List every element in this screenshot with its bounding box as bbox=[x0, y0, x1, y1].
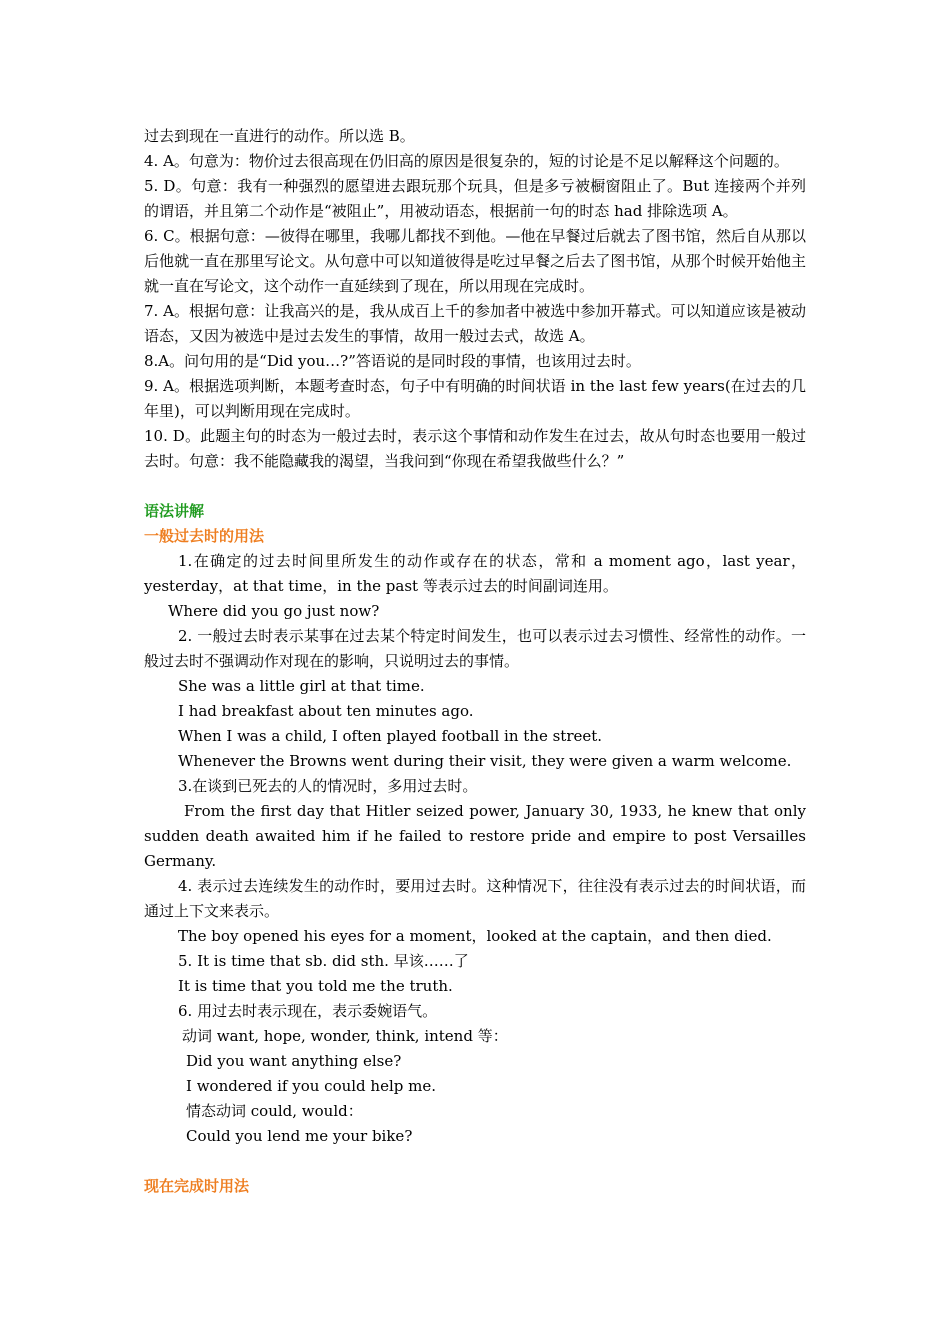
rule-4: 4. 表示过去连续发生的动作时，要用过去时。这种情况下，往往没有表示过去的时间状语，而通过上下文来表示。 bbox=[144, 877, 806, 920]
answer-4: 4. A。句意为：物价过去很高现在仍旧高的原因是很复杂的，短的讨论是不足以解释这个问题的。 bbox=[144, 152, 789, 170]
example-6c: Could you lend me your bike? bbox=[186, 1127, 413, 1145]
example-1: Where did you go just now? bbox=[168, 602, 380, 620]
rule-6: 6. 用过去时表示现在，表示委婉语气。 bbox=[178, 1002, 438, 1020]
rule-1: 1.在确定的过去时间里所发生的动作或存在的状态，常和 a moment ago，last year，yesterday，at that time，in the past 等表示过去的时间副词连用。 bbox=[144, 552, 806, 595]
rule-6a: 动词 want, hope, wonder, think, intend 等： bbox=[182, 1027, 508, 1045]
section-title-simple-past: 一般过去时的用法 bbox=[144, 527, 265, 545]
rule-2: 2. 一般过去时表示某事在过去某个特定时间发生，也可以表示过去习惯性、经常性的动作。一般过去时不强调动作对现在的影响，只说明过去的事情。 bbox=[144, 627, 806, 670]
rule-5: 5. It is time that sb. did sth. 早该……了 bbox=[178, 952, 469, 970]
example-2b: I had breakfast about ten minutes ago. bbox=[178, 702, 474, 720]
example-2c: When I was a child, I often played football in the street. bbox=[178, 727, 603, 745]
section-title-present-perfect: 现在完成时用法 bbox=[144, 1177, 250, 1195]
example-2d: Whenever the Browns went during their visit, they were given a warm welcome. bbox=[178, 752, 792, 770]
answer-6: 6. C。根据句意：—彼得在哪里，我哪儿都找不到他。—他在早餐过后就去了图书馆，然后自从那以后他就一直在那里写论文。从句意中可以知道彼得是吃过早餐之后去了图书馆，从那个时候开始他主就一直在写论文，这个动作一直延续到了现在，所以用现在完成时。 bbox=[144, 227, 806, 295]
answer-3-continuation: 过去到现在一直进行的动作。所以选 B。 bbox=[144, 127, 415, 145]
example-3: From the first day that Hitler seized power, January 30, 1933, he knew that only sudden death awaited him if he failed to restore pride and empire to post Versailles Germany. bbox=[144, 802, 806, 870]
rule-6b: 情态动词 could, would： bbox=[186, 1102, 363, 1120]
example-5: It is time that you told me the truth. bbox=[178, 977, 453, 995]
answer-8: 8.A。问句用的是“Did you…?”答语说的是同时段的事情，也该用过去时。 bbox=[144, 352, 641, 370]
answer-5: 5. D。句意：我有一种强烈的愿望进去跟玩那个玩具，但是多亏被橱窗阻止了。But 连接两个并列的谓语，并且第二个动作是“被阻止”，用被动语态，根据前一句的时态 had 排除选项 A。 bbox=[144, 177, 806, 220]
grammar-heading: 语法讲解 bbox=[144, 502, 205, 520]
spacer bbox=[144, 474, 806, 499]
answer-9: 9. A。根据选项判断，本题考查时态，句子中有明确的时间状语 in the last few years(在过去的几年里)，可以判断用现在完成时。 bbox=[144, 377, 806, 420]
example-6b: I wondered if you could help me. bbox=[186, 1077, 437, 1095]
answer-7: 7. A。根据句意：让我高兴的是，我从成百上千的参加者中被选中参加开幕式。可以知道应该是被动语态，又因为被选中是过去发生的事情，故用一般过去式，故选 A。 bbox=[144, 302, 806, 345]
document-body bbox=[144, 124, 806, 1199]
rule-3: 3.在谈到已死去的人的情况时，多用过去时。 bbox=[178, 777, 478, 795]
example-4: The boy opened his eyes for a moment，looked at the captain，and then died. bbox=[178, 927, 772, 945]
example-2a: She was a little girl at that time. bbox=[178, 677, 425, 695]
example-6a: Did you want anything else? bbox=[186, 1052, 402, 1070]
answer-10: 10. D。此题主句的时态为一般过去时，表示这个事情和动作发生在过去，故从句时态也要用一般过去时。句意：我不能隐藏我的渴望，当我问到“你现在希望我做些什么？” bbox=[144, 427, 806, 470]
spacer bbox=[144, 1149, 806, 1174]
